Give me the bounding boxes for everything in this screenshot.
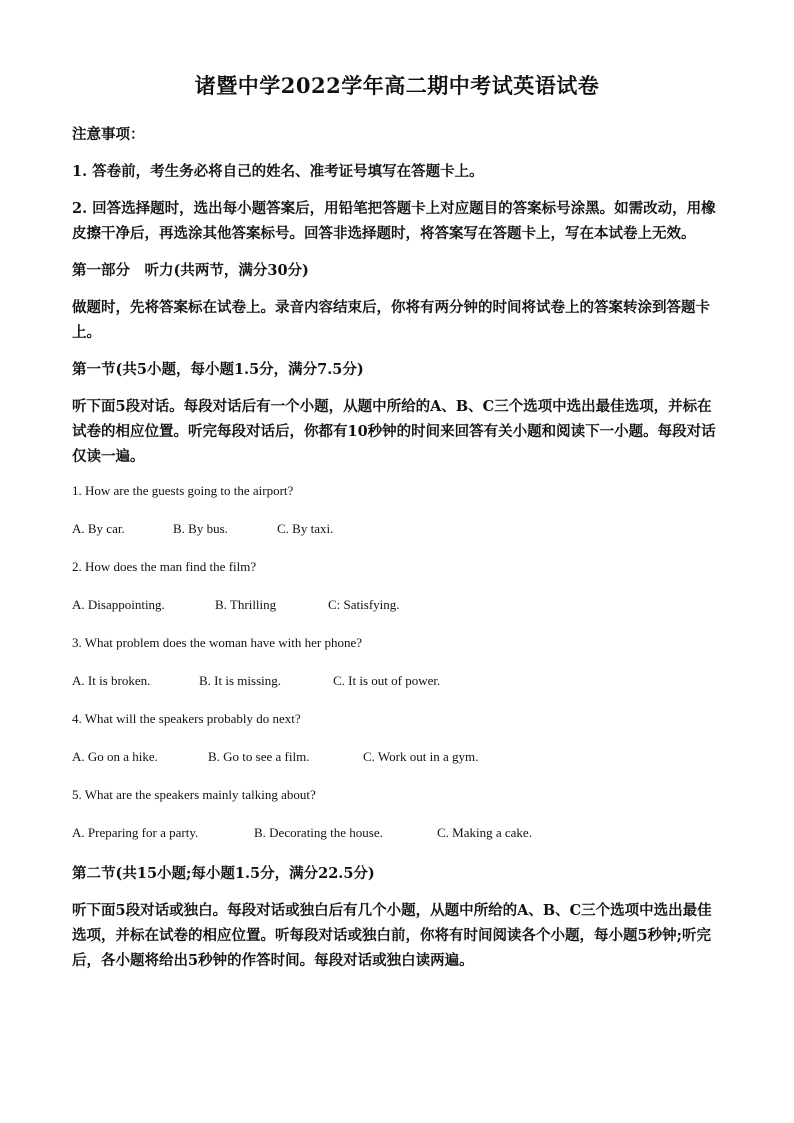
section1-heading: 第一节(共5小题，每小题1.5分，满分7.5分) (72, 361, 364, 378)
option-b: B. Go to see a film. (208, 749, 310, 764)
question-stem: 1. How are the guests going to the airport? (72, 483, 294, 498)
option-a: A. It is broken. (72, 673, 151, 688)
option-c: C. Making a cake. (437, 825, 532, 840)
part1-instruction: 做题时，先将答案标在试卷上。录音内容结束后，你将有两分钟的时间将试卷上的答案转涂到答题卡上。 (72, 299, 710, 341)
option-b: B. It is missing. (199, 673, 281, 688)
note-item-1: 1. 答卷前，考生务必将自己的姓名、准考证号填写在答题卡上。 (72, 163, 484, 180)
option-a: A. Disappointing. (72, 597, 165, 612)
option-a: A. By car. (72, 521, 125, 536)
option-b: B. Decorating the house. (254, 825, 383, 840)
question-stem: 3. What problem does the woman have with her phone? (72, 635, 363, 650)
question-options (72, 595, 722, 615)
section1-instruction: 听下面5段对话。每段对话后有一个小题，从题中所给的A、B、C三个选项中选出最佳选项，并标在试卷的相应位置。听完每段对话后，你都有10秒钟的时间来回答有关小题和阅读下一小题。每段对话仅读一遍。 (72, 398, 716, 465)
section2-instruction: 听下面5段对话或独白。每段对话或独白后有几个小题，从题中所给的A、B、C三个选项中选出最佳选项，并标在试卷的相应位置。听每段对话或独白前，你将有时间阅读各个小题，每小题5秒钟;听完后，各小题将给出5秒钟的作答时间。每段对话或独白读两遍。 (72, 902, 712, 969)
option-a: A. Preparing for a party. (72, 825, 199, 840)
notes-heading: 注意事项： (72, 126, 145, 143)
question-stem: 4. What will the speakers probably do next? (72, 711, 301, 726)
option-b: B. By bus. (173, 521, 228, 536)
question-options (72, 519, 722, 539)
option-c: C. It is out of power. (333, 673, 441, 688)
exam-page (72, 70, 722, 985)
question-stem: 5. What are the speakers mainly talking about? (72, 787, 316, 802)
question-options (72, 823, 722, 843)
exam-title: 诸暨中学2022学年高二期中考试英语试卷 (194, 73, 600, 98)
note-item-2: 2. 回答选择题时，选出每小题答案后，用铅笔把答题卡上对应题目的答案标号涂黑。如需改动，用橡皮擦干净后，再选涂其他答案标号。回答非选择题时，将答案写在答题卡上，写在本试卷上无效。 (72, 200, 716, 242)
option-c: C: Satisfying. (328, 597, 400, 612)
question-stem: 2. How does the man find the film? (72, 559, 257, 574)
option-a: A. Go on a hike. (72, 749, 158, 764)
option-c: C. Work out in a gym. (363, 749, 479, 764)
part1-heading: 第一部分 听力(共两节，满分30分) (72, 262, 309, 279)
option-b: B. Thrilling (215, 597, 277, 612)
option-c: C. By taxi. (277, 521, 334, 536)
question-options (72, 747, 722, 767)
section2-heading: 第二节(共15小题;每小题1.5分，满分22.5分) (72, 865, 375, 882)
question-options (72, 671, 722, 691)
